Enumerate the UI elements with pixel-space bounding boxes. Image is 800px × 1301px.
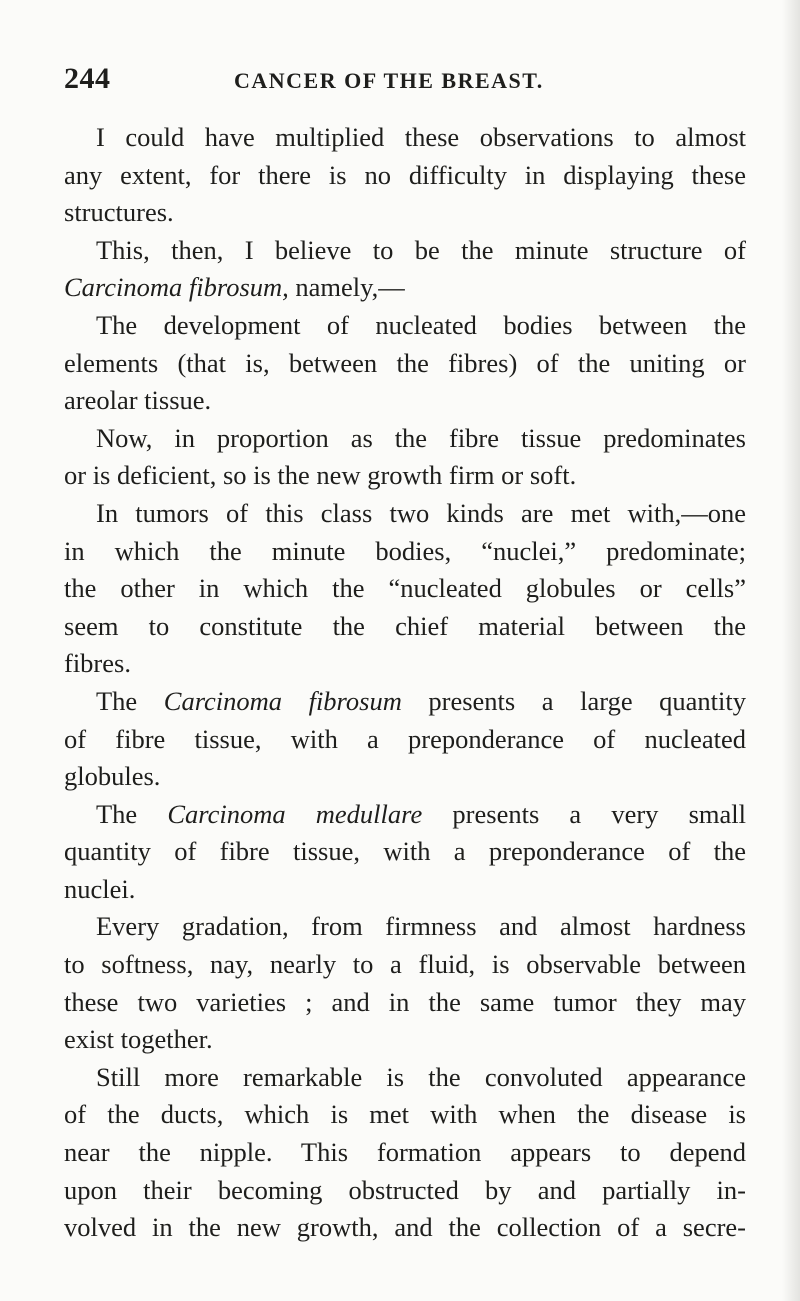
text-line: in which the minute bodies, “nuclei,” predominate;	[64, 535, 746, 566]
italic-term: Carcinoma fibrosum,	[64, 272, 289, 303]
page-edge-shadow	[782, 0, 800, 1301]
running-head	[64, 62, 746, 102]
text-line: areolar tissue.	[64, 385, 212, 416]
text-line: of the ducts, which is met with when the disease is	[64, 1099, 746, 1130]
text-line: quantity of fibre tissue, with a preponderance of the	[64, 836, 746, 867]
text-line: Still more remarkable is the convoluted appearance	[96, 1061, 746, 1092]
text-line	[64, 683, 746, 721]
text-line: to softness, nay, nearly to a fluid, is observable between	[64, 949, 746, 980]
italic-term: Carcinoma medullare	[167, 798, 423, 829]
text-line: of fibre tissue, with a preponderance of nucleated	[64, 723, 746, 754]
text-line: fibres.	[64, 648, 131, 679]
text-line: exist together.	[64, 1024, 213, 1055]
text-line: Now, in proportion as the fibre tissue predominates	[96, 422, 746, 453]
text-line: any extent, for there is no difficulty in displaying these	[64, 159, 746, 190]
text-line: upon their becoming obstructed by and partially in-	[64, 1174, 746, 1205]
text-line: elements (that is, between the fibres) of the uniting or	[64, 347, 746, 378]
text-line: near the nipple. This formation appears to depend	[64, 1137, 746, 1168]
text-run: namely,—	[288, 272, 405, 303]
text-line: structures.	[64, 197, 174, 228]
text-line: The development of nucleated bodies between the	[96, 309, 746, 340]
text-line: these two varieties ; and in the same tumor they may	[64, 986, 746, 1017]
text-line: globules.	[64, 761, 161, 792]
text-line: Every gradation, from firmness and almost hardness	[96, 911, 746, 942]
text-line: seem to constitute the chief material between the	[64, 610, 746, 641]
page-number: 244	[64, 62, 111, 95]
text-line	[64, 796, 746, 834]
text-line: This, then, I believe to be the minute structure of	[96, 234, 746, 265]
text-line: nuclei.	[64, 873, 136, 904]
text-line: the other in which the “nucleated globules or cells”	[64, 573, 746, 604]
text-line: In tumors of this class two kinds are met with,—one	[96, 497, 746, 528]
running-title: CANCER OF THE BREAST.	[234, 68, 544, 93]
italic-term: Carcinoma fibrosum	[163, 685, 402, 716]
text-run: presents a very small	[422, 798, 746, 829]
text-line: or is deficient, so is the new growth firm or soft.	[64, 460, 577, 491]
text-line: volved in the new growth, and the collection of a secre-	[64, 1212, 746, 1243]
body-text	[64, 119, 746, 1247]
text-line: I could have multiplied these observations to almost	[96, 122, 746, 152]
text-run: The	[96, 798, 168, 829]
text-run: presents a large quantity	[401, 685, 746, 716]
text-run: The	[96, 685, 164, 716]
text-line	[64, 269, 746, 307]
